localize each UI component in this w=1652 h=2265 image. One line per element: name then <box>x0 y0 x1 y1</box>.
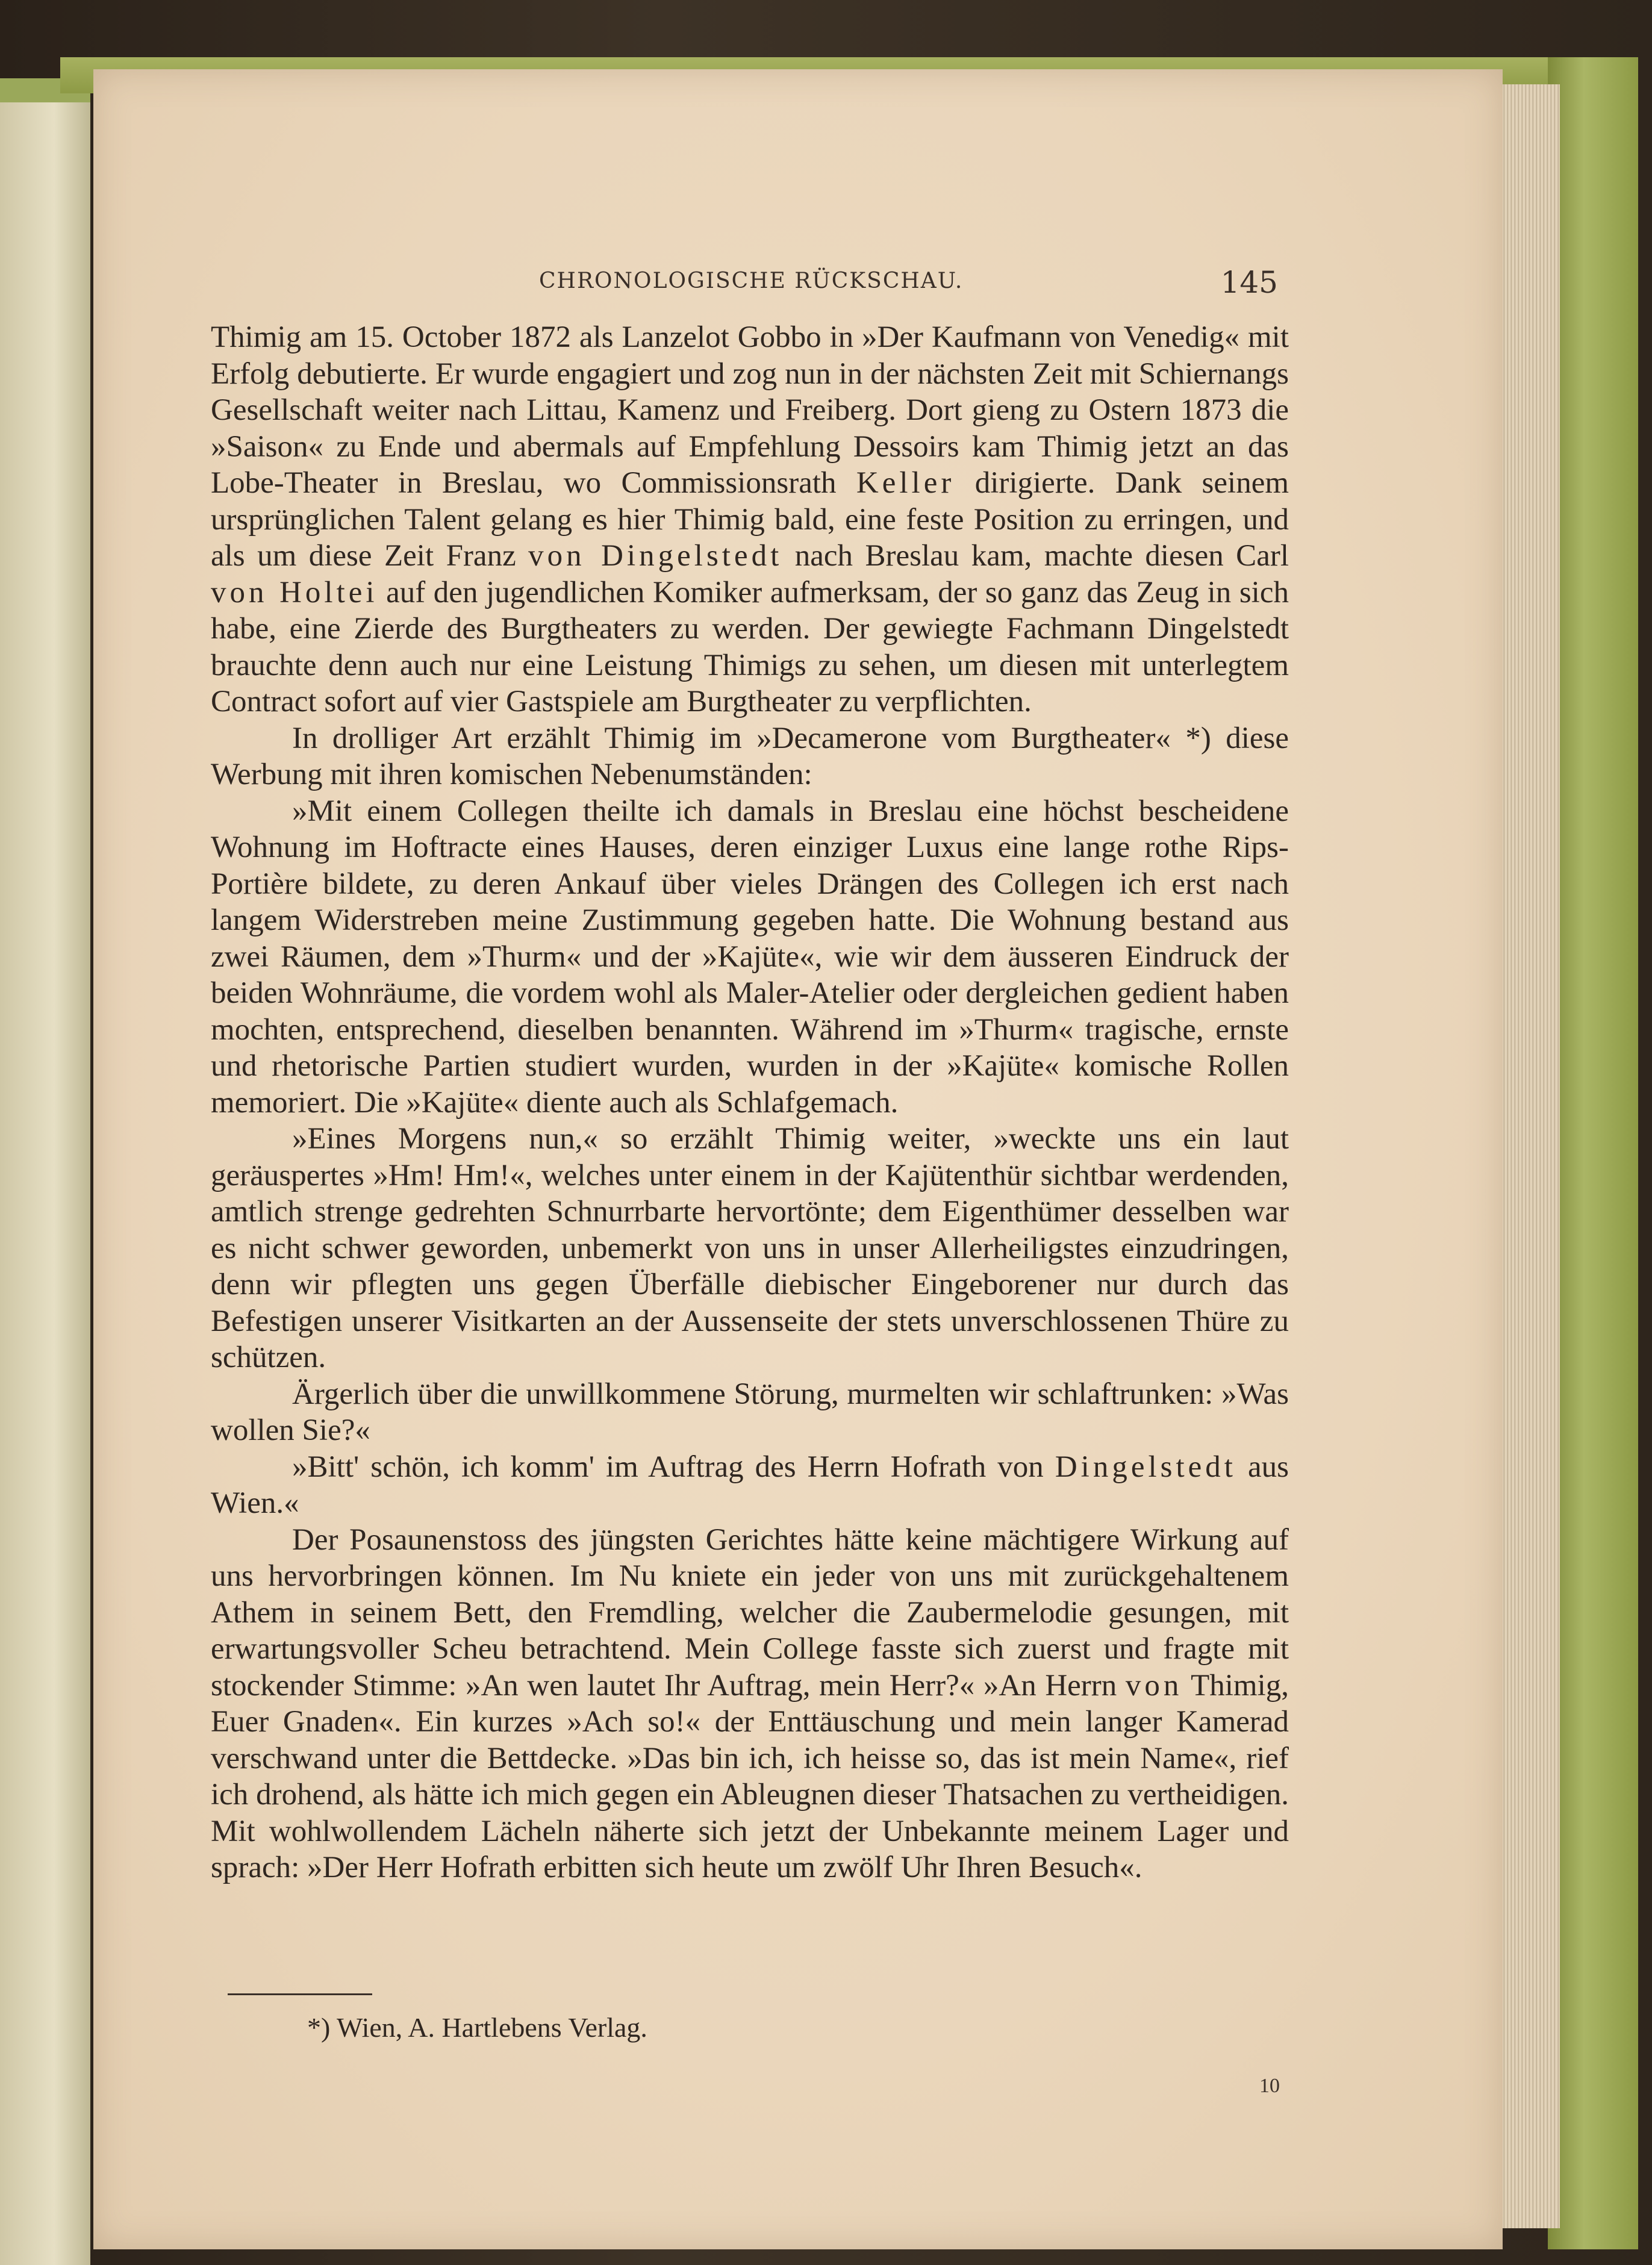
body-text <box>211 319 1289 1886</box>
paragraph: »Eines Morgens nun,« so erzählt Thimig weiter, »weckte uns ein laut geräuspertes »Hm! Hm!«, welches unter einem in der Kajütenthür sichtbar werdenden, amtlich strenge gedrehten Schnurrbarte hervortönte; dem Eigenthümer desselben war es nicht schwer geworden, unbemerkt von uns in unser Allerheiligstes einzudringen, denn wir pflegten uns gegen Überfälle diebischer Eingeborener nur durch das Befestigen unserer Visitkarten an der Aussenseite der stets unverschlossenen Thüre zu schützen. <box>211 1122 1289 1374</box>
spaced-name: von Holtei <box>211 575 378 609</box>
paragraph <box>211 1522 1289 1886</box>
text-run: dirigierte. Dank seinem ursprünglichen Talent gelang es hier Thimig bald, eine feste Position zu erringen, und als um diese Zeit Franz <box>211 466 1289 573</box>
facing-page-edge <box>0 78 90 2265</box>
paragraph <box>211 319 1289 720</box>
spaced-name: von <box>1125 1668 1183 1703</box>
spaced-name: Dingelstedt <box>1055 1450 1236 1484</box>
paragraph: In drolliger Art erzählt Thimig im »Decamerone vom Burgtheater« *) diese Werbung mit ihren komischen Nebenumständen: <box>211 721 1289 791</box>
text-run: auf den jugendlichen Komiker aufmerksam, der so ganz das Zeug in sich habe, eine Zierde des Burgtheaters zu werden. Der gewiegte Fachmann Dingelstedt brauchte denn auch nur eine Leistung Thimigs zu sehen, um diesen mit unterlegtem Contract sofort auf vier Gastspiele am Burgtheater zu verpflichten. <box>211 575 1289 718</box>
paragraph <box>211 1449 1289 1522</box>
spaced-name: von Dingelstedt <box>528 539 783 573</box>
page-block-edges <box>1494 84 1560 2228</box>
page-number: 145 <box>1220 265 1278 300</box>
text-run: Thimig, Euer Gnaden«. Ein kurzes »Ach so!« der Enttäuschung und mein langer Kamerad verschwand unter die Bettdecke. »Das bin ich, ich heisse so, das ist mein Name«, rief ich drohend, als hätte ich mich gegen ein Ableugnen dieser Thatsachen zu vertheidigen. Mit wohlwollendem Lächeln näherte sich jetzt der Unbekannte meinem Lager und sprach: »Der Herr Hofrath erbitten sich heute um zwölf Uhr Ihren Besuch«. <box>211 1668 1289 1884</box>
text-run: Der Posaunenstoss des jüngsten Gerichtes hätte keine mächtigere Wirkung auf uns hervorbringen können. Im Nu kniete ein jeder von uns mit zurückgehaltenem Athem in seinem Bett, den Fremdling, welcher die Zaubermelodie gesungen, mit erwartungsvoller Scheu betrachtend. Mein College fasste sich zuerst und fragte mit stockender Stimme: »An wen lautet Ihr Auftrag, mein Herr?« »An Herrn <box>211 1522 1289 1703</box>
running-head: CHRONOLOGISCHE RÜCKSCHAU. <box>539 269 964 293</box>
text-run: Thimig am 15. October 1872 als Lanzelot Gobbo in »Der Kaufmann von Venedig« mit Erfolg debutierte. Er wurde engagiert und zog nun in der nächsten Zeit mit Schiernangs Gesellschaft weiter nach Littau, Kamenz und Freiberg. Dort gieng zu Ostern 1873 die »Saison« zu Ende und abermals auf Empfehlung Dessoirs kam Thimig jetzt an das Lobe-Theater in Breslau, wo Commissionsrath <box>211 320 1289 500</box>
paragraph: »Mit einem Collegen theilte ich damals in Breslau eine höchst bescheidene Wohnung im Hoftracte eines Hauses, deren einziger Luxus eine lange rothe Rips-Portière bildete, zu deren Ankauf über vieles Drängen des Collegen ich erst nach langem Widerstreben meine Zustimmung gegeben hatte. Die Wohnung bestand aus zwei Räumen, dem »Thurm« und der »Kajüte«, wie wir dem äusseren Eindruck der beiden Wohnräume, die vordem wohl als Maler-Atelier oder dergleichen gedient haben mochten, entsprechend, dieselben benannten. Während im »Thurm« tragische, ernste und rhetorische Partien studiert wurden, wurden in der »Kajüte« komische Rollen memoriert. Die »Kajüte« diente auch als Schlafgemach. <box>211 794 1289 1120</box>
text-run: aus Wien.« <box>211 1450 1289 1520</box>
spaced-name: Keller <box>856 466 955 500</box>
text-run: nach Breslau kam, machte diesen Carl <box>782 539 1289 573</box>
footnote-rule <box>228 1993 372 1995</box>
text-run: »Bitt' schön, ich komm' im Auftrag des Herrn Hofrath von <box>292 1450 1055 1484</box>
cover-edge-right <box>1548 57 1638 2249</box>
signature-mark: 10 <box>1259 2075 1280 2097</box>
paragraph: Ärgerlich über die unwillkommene Störung, murmelten wir schlaftrunken: »Was wollen Sie?« <box>211 1377 1289 1447</box>
footnote: *) Wien, A. Hartlebens Verlag. <box>307 2012 647 2043</box>
